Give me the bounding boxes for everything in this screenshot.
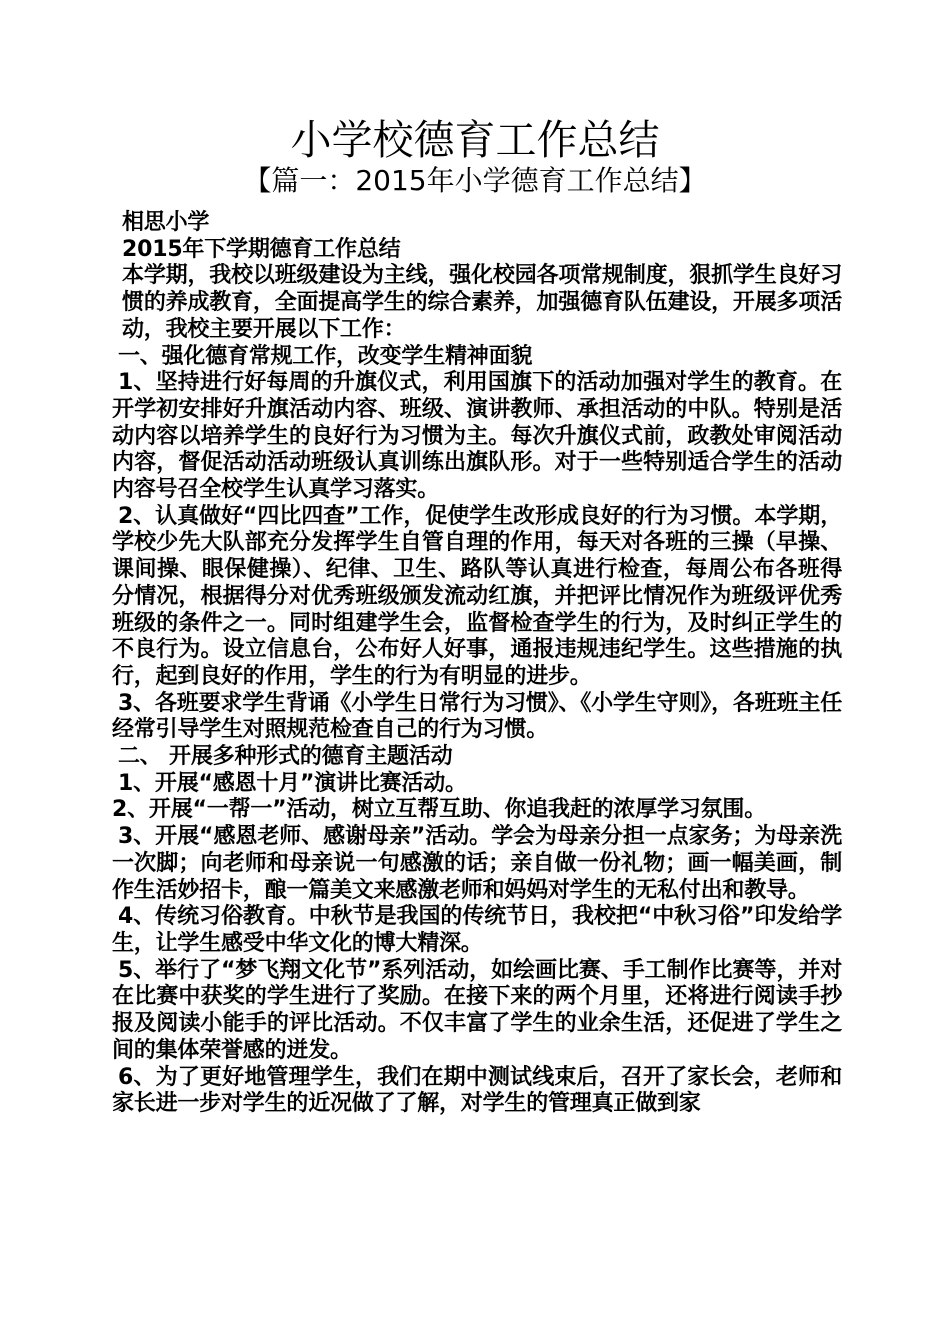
- paragraph-2-3: 3、开展“感恩老师、感谢母亲”活动。学会为母亲分担一点家务；为母亲洗一次脚；向老师和母亲说一句感激的话；亲自做一份礼物；画一幅美画，制作生活妙招卡，酿一篇美文来感激老师和妈妈对学生的无私付出和教导。: [112, 824, 842, 903]
- section-heading-2: 二、 开展多种形式的德育主题活动: [118, 744, 453, 770]
- paragraph-2-2: 2、开展“一帮一”活动，树立互帮互助、你追我赶的浓厚学习氛围。: [112, 797, 767, 823]
- paragraph-2-5: 5、举行了“梦飞翔文化节”系列活动，如绘画比赛、手工制作比赛等，并对在比赛中获奖的学生进行了奖励。在接下来的两个月里，还将进行阅读手抄报及阅读小能手的评比活动。不仅丰富了学生的业余生活，还促进了学生之间的集体荣誉感的迸发。: [112, 957, 842, 1063]
- section-heading-1: 一、强化德育常规工作，改变学生精神面貌: [118, 343, 533, 369]
- intro-paragraph: 本学期，我校以班级建设为主线，强化校园各项常规制度，狠抓学生良好习惯的养成教育，全面提高学生的综合素养，加强德育队伍建设，开展多项活动，我校主要开展以下工作：: [122, 263, 842, 342]
- report-heading: 2015年下学期德育工作总结: [122, 236, 401, 262]
- paragraph-2-4: 4、传统习俗教育。中秋节是我国的传统节日，我校把“中秋习俗”印发给学生，让学生感受中华文化的博大精深。: [112, 904, 842, 956]
- document-title: 小学校德育工作总结: [290, 116, 660, 164]
- document-body: [112, 210, 842, 1118]
- document-subtitle: 【篇一：2015年小学德育工作总结】: [243, 164, 707, 197]
- paragraph-2-6: 6、为了更好地管理学生，我们在期中测试线束后，召开了家长会，老师和家长进一步对学生的近况做了了解，对学生的管理真正做到家: [112, 1064, 842, 1117]
- paragraph-1-3: 3、各班要求学生背诵《小学生日常行为习惯》、《小学生守则》，各班班主任经常引导学生对照规范检查自己的行为习惯。: [112, 690, 842, 743]
- paragraph-1-2: 2、认真做好“四比四查”工作，促使学生改形成良好的行为习惯。本学期，学校少先大队部充分发挥学生自管自理的作用，每天对各班的三操（早操、课间操、眼保健操）、纪律、卫生、路队等认真进行检查，每周公布各班得分情况，根据得分对优秀班级颁发流动红旗，并把评比情况作为班级评优秀班级的条件之一。同时组建学生会，监督检查学生的行为，及时纠正学生的不良行为。设立信息台，公布好人好事，通报违规违纪学生。这些措施的执行，起到良好的作用，学生的行为有明显的进步。: [112, 503, 842, 689]
- paragraph-2-1: 1、开展“感恩十月”演讲比赛活动。: [118, 770, 467, 796]
- paragraph-1-1: 1、坚持进行好每周的升旗仪式，利用国旗下的活动加强对学生的教育。在开学初安排好升旗活动内容、班级、演讲教师、承担活动的中队。特别是活动内容以培养学生的良好行为习惯为主。每次升旗仪式前，政教处审阅活动内容，督促活动活动班级认真训练出旗队形。对于一些特别适合学生的活动内容号召全校学生认真学习落实。: [112, 370, 842, 503]
- school-name: 相思小学: [122, 210, 210, 235]
